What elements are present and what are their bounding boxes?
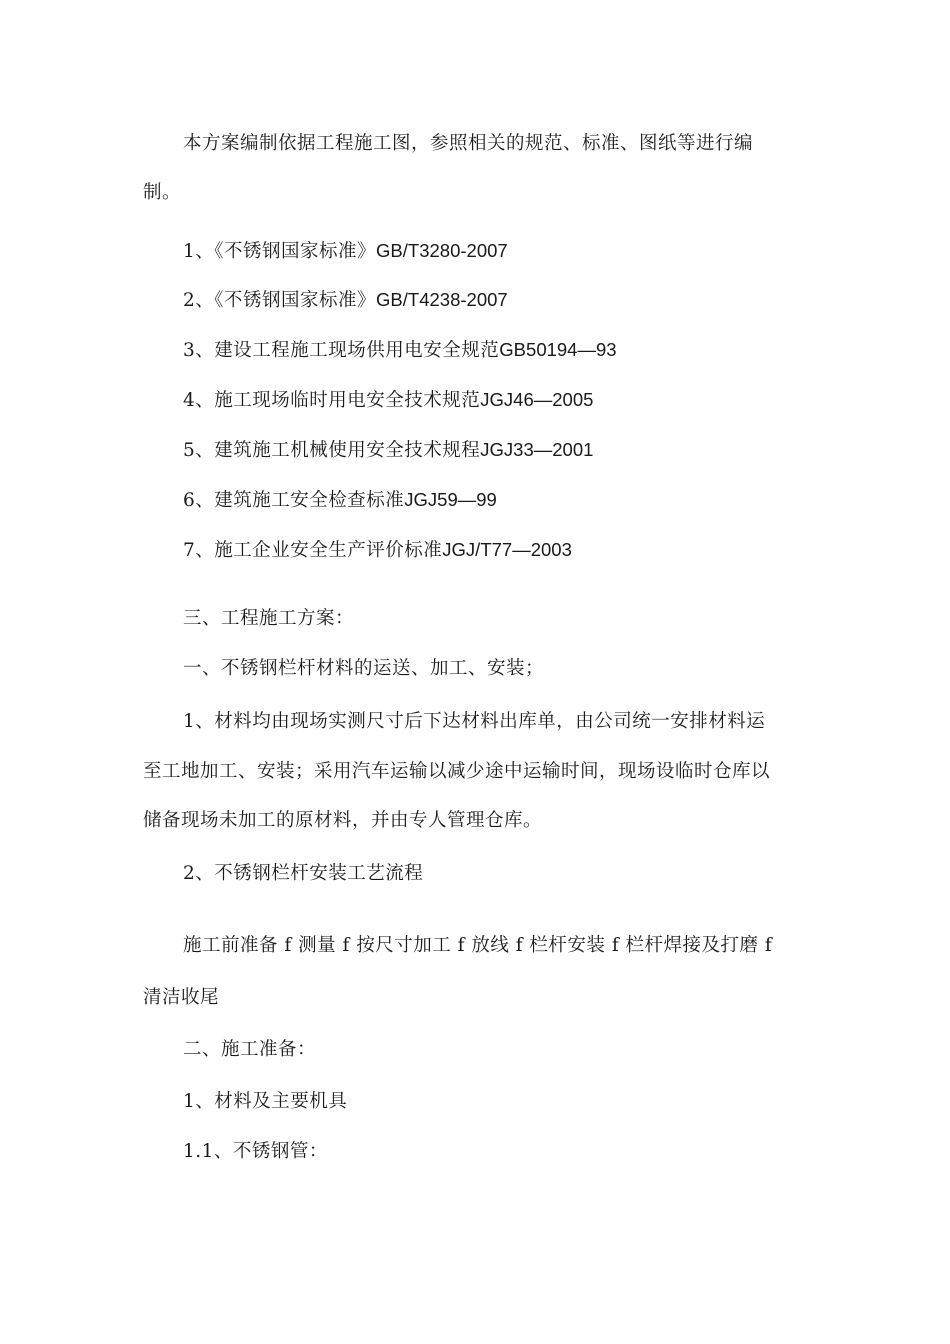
standard-title: 施工现场临时用电安全技术规范 xyxy=(214,390,481,411)
standard-number: 4、 xyxy=(183,390,215,411)
intro-line-1: 本方案编制依据工程施工图，参照相关的规范、标准、图纸等进行编 xyxy=(183,133,754,154)
standard-code: JGJ46—2005 xyxy=(480,389,594,410)
standard-item-4 xyxy=(183,389,593,412)
standard-title: 施工企业安全生产评价标准 xyxy=(214,540,443,561)
standard-number: 6、 xyxy=(183,490,215,511)
standard-code: GB/T3280-2007 xyxy=(376,240,508,261)
standard-title: 《不锈钢国家标准》 xyxy=(214,241,377,262)
standard-item-7 xyxy=(183,539,572,562)
paragraph-1-line-1: 1、材料均由现场实测尺寸后下达材料出库单，由公司统一安排材料运 xyxy=(183,711,766,732)
standard-number: 7、 xyxy=(183,540,215,561)
item-2-heading: 2、不锈钢栏杆安装工艺流程 xyxy=(183,863,424,884)
standard-title: 建设工程施工现场供用电安全规范 xyxy=(214,340,500,361)
paragraph-1-line-3: 储备现场未加工的原材料，并由专人管理仓库。 xyxy=(143,810,543,831)
standard-code: GB50194—93 xyxy=(499,339,617,360)
standard-code: JGJ33—2001 xyxy=(480,439,594,460)
standard-item-5 xyxy=(183,439,593,462)
standard-item-6 xyxy=(183,489,497,512)
steel-pipe-item: 1.1、不锈钢管： xyxy=(183,1141,328,1162)
subsection-1-heading: 一、不锈钢栏杆材料的运送、加工、安装； xyxy=(183,658,545,679)
paragraph-1-line-2: 至工地加工、安装；采用汽车运输以减少途中运输时间，现场设临时仓库以 xyxy=(143,761,771,782)
standard-number: 3、 xyxy=(183,340,215,361)
section-2-heading: 二、施工准备： xyxy=(183,1039,317,1060)
standard-title: 建筑施工安全检查标准 xyxy=(214,490,405,511)
standard-number: 1、 xyxy=(183,241,215,262)
standard-title: 《不锈钢国家标准》 xyxy=(214,290,377,311)
standard-code: JGJ59—99 xyxy=(404,489,497,510)
standard-item-1 xyxy=(183,240,508,263)
intro-line-2: 制。 xyxy=(143,182,182,203)
materials-item: 1、材料及主要机具 xyxy=(183,1091,348,1112)
process-flow-line-2: 清洁收尾 xyxy=(143,987,220,1008)
section-3-heading: 三、工程施工方案： xyxy=(183,608,355,629)
standard-item-3 xyxy=(183,339,617,362)
standard-item-2 xyxy=(183,289,508,312)
standard-code: GB/T4238-2007 xyxy=(376,289,508,310)
standard-code: JGJ/T77—2003 xyxy=(442,539,572,560)
standard-title: 建筑施工机械使用安全技术规程 xyxy=(214,440,481,461)
process-flow-line-1: 施工前准备 f 测量 f 按尺寸加工 f 放线 f 栏杆安装 f 栏杆焊接及打磨 f xyxy=(183,935,773,956)
standard-number: 2、 xyxy=(183,290,215,311)
standard-number: 5、 xyxy=(183,440,215,461)
